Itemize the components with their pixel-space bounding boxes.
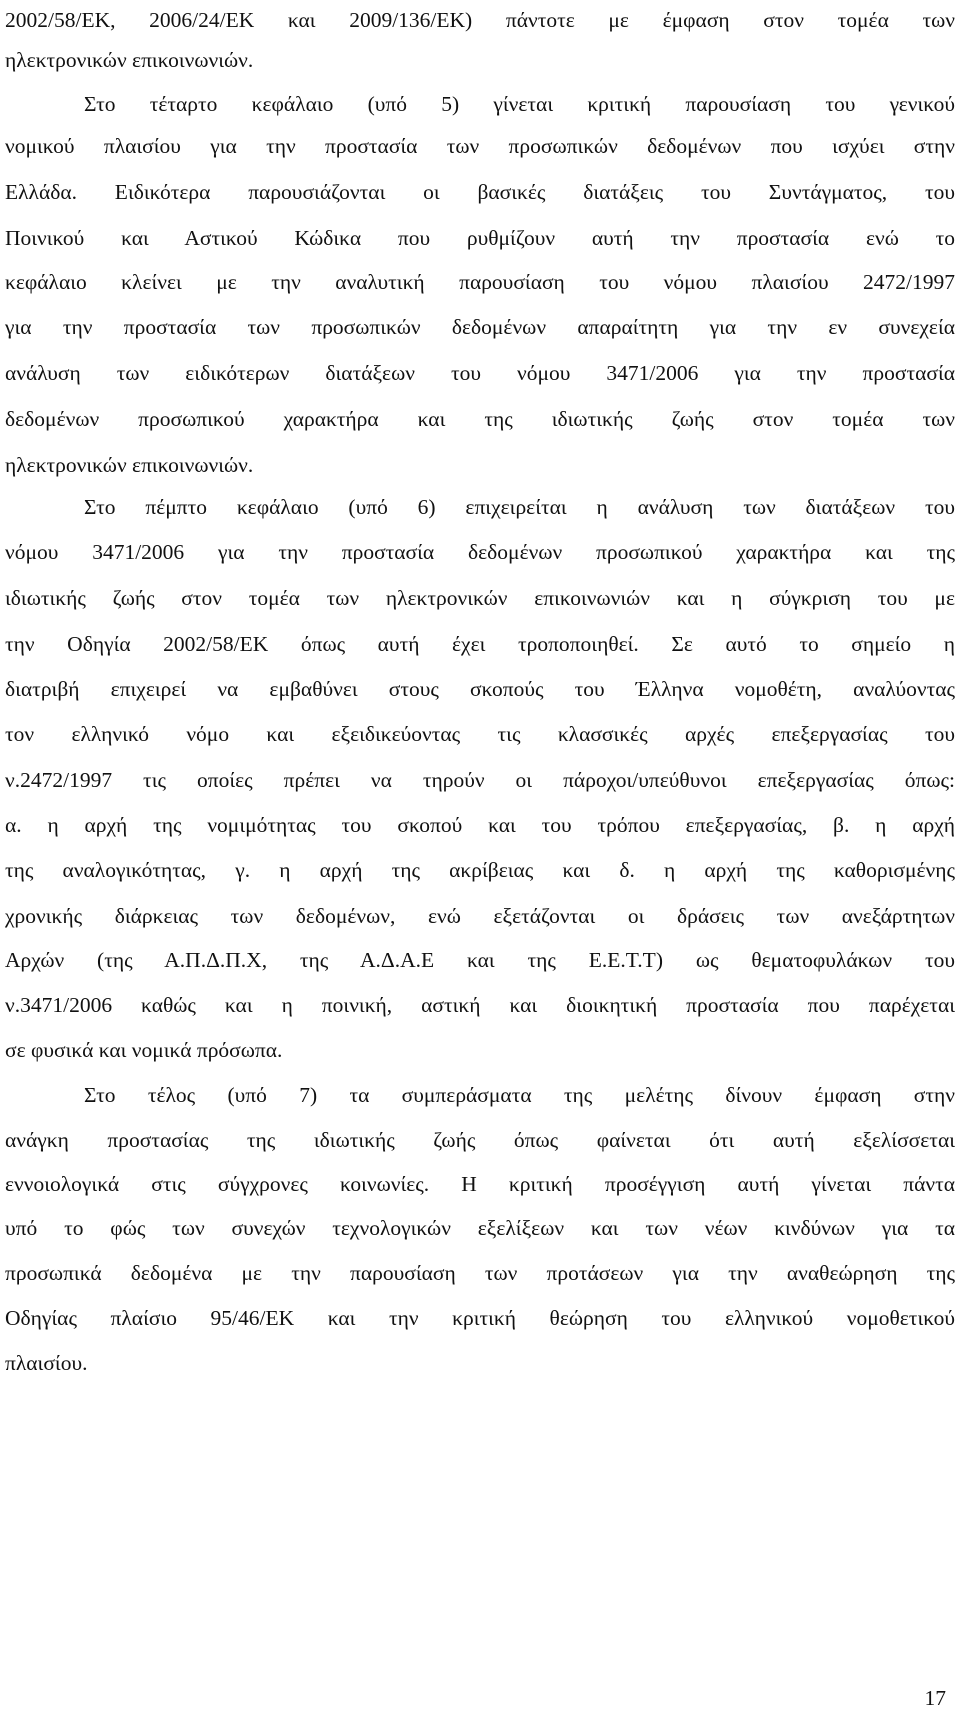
text-line: ηλεκτρονικών επικοινωνιών.: [5, 48, 254, 72]
text-line: 2002/58/ΕΚ, 2006/24/ΕΚ και 2009/136/ΕΚ) πάντοτε με έμφαση στον τομέα των: [5, 8, 955, 32]
text-line: εννοιολογικά στις σύγχρονες κοινωνίες. Η κριτική προσέγγιση αυτή γίνεται πάντα: [5, 1172, 955, 1196]
text-line: κεφάλαιο κλείνει με την αναλυτική παρουσίαση του νόμου πλαισίου 2472/1997: [5, 270, 955, 294]
text-line: ν.3471/2006 καθώς και η ποινική, αστική και διοικητική προστασία που παρέχεται: [5, 993, 955, 1017]
text-line: ν.2472/1997 τις οποίες πρέπει να τηρούν οι πάροχοι/υπεύθυνοι επεξεργασίας όπως:: [5, 768, 955, 792]
text-line: ανάλυση των ειδικότερων διατάξεων του νόμου 3471/2006 για την προστασία: [5, 361, 955, 385]
text-line: Οδηγίας πλαίσιο 95/46/ΕΚ και την κριτική θεώρηση του ελληνικού νομοθετικού: [5, 1306, 955, 1330]
text-line: χρονικής διάρκειας των δεδομένων, ενώ εξετάζονται οι δράσεις των ανεξάρτητων: [5, 904, 955, 928]
text-line: α. η αρχή της νομιμότητας του σκοπού και του τρόπου επεξεργασίας, β. η αρχή: [5, 813, 955, 837]
text-line: Ποινικού και Αστικού Κώδικα που ρυθμίζουν αυτή την προστασία ενώ το: [5, 226, 955, 250]
text-line: πλαισίου.: [5, 1351, 88, 1375]
text-line: ηλεκτρονικών επικοινωνιών.: [5, 453, 254, 477]
paragraph-start-line: Στο τέταρτο κεφάλαιο (υπό 5) γίνεται κριτική παρουσίαση του γενικού: [84, 92, 955, 116]
paragraph-start-line: Στο πέμπτο κεφάλαιο (υπό 6) επιχειρείται η ανάλυση των διατάξεων του: [84, 495, 955, 519]
text-line: Ελλάδα. Ειδικότερα παρουσιάζονται οι βασικές διατάξεις του Συντάγματος, του: [5, 180, 955, 204]
text-line: νομικού πλαισίου για την προστασία των προσωπικών δεδομένων που ισχύει στην: [5, 134, 955, 158]
text-line: προσωπικά δεδομένα με την παρουσίαση των προτάσεων για την αναθεώρηση της: [5, 1261, 955, 1285]
text-line: την Οδηγία 2002/58/ΕΚ όπως αυτή έχει τροποποιηθεί. Σε αυτό το σημείο η: [5, 632, 955, 656]
text-line: Αρχών (της Α.Π.Δ.Π.Χ, της Α.Δ.Α.Ε και της Ε.Ε.Τ.Τ) ως θεματοφυλάκων του: [5, 948, 955, 972]
page-number: 17: [924, 1686, 946, 1710]
text-line: ιδιωτικής ζωής στον τομέα των ηλεκτρονικών επικοινωνιών και η σύγκριση του με: [5, 586, 955, 610]
text-line: ανάγκη προστασίας της ιδιωτικής ζωής όπως φαίνεται ότι αυτή εξελίσσεται: [5, 1128, 955, 1152]
text-line: νόμου 3471/2006 για την προστασία δεδομένων προσωπικού χαρακτήρα και της: [5, 540, 955, 564]
paragraph-start-line: Στο τέλος (υπό 7) τα συμπεράσματα της μελέτης δίνουν έμφαση στην: [84, 1083, 955, 1107]
text-line: της αναλογικότητας, γ. η αρχή της ακρίβειας και δ. η αρχή της καθορισμένης: [5, 858, 955, 882]
text-line: υπό το φώς των συνεχών τεχνολογικών εξελίξεων και των νέων κινδύνων για τα: [5, 1216, 955, 1240]
text-line: σε φυσικά και νομικά πρόσωπα.: [5, 1038, 283, 1062]
text-line: για την προστασία των προσωπικών δεδομένων απαραίτητη για την εν συνεχεία: [5, 315, 955, 339]
text-line: διατριβή επιχειρεί να εμβαθύνει στους σκοπούς του Έλληνα νομοθέτη, αναλύοντας: [5, 677, 955, 701]
text-line: δεδομένων προσωπικού χαρακτήρα και της ιδιωτικής ζωής στον τομέα των: [5, 407, 955, 431]
text-line: τον ελληνικό νόμο και εξειδικεύοντας τις κλασσικές αρχές επεξεργασίας του: [5, 722, 955, 746]
